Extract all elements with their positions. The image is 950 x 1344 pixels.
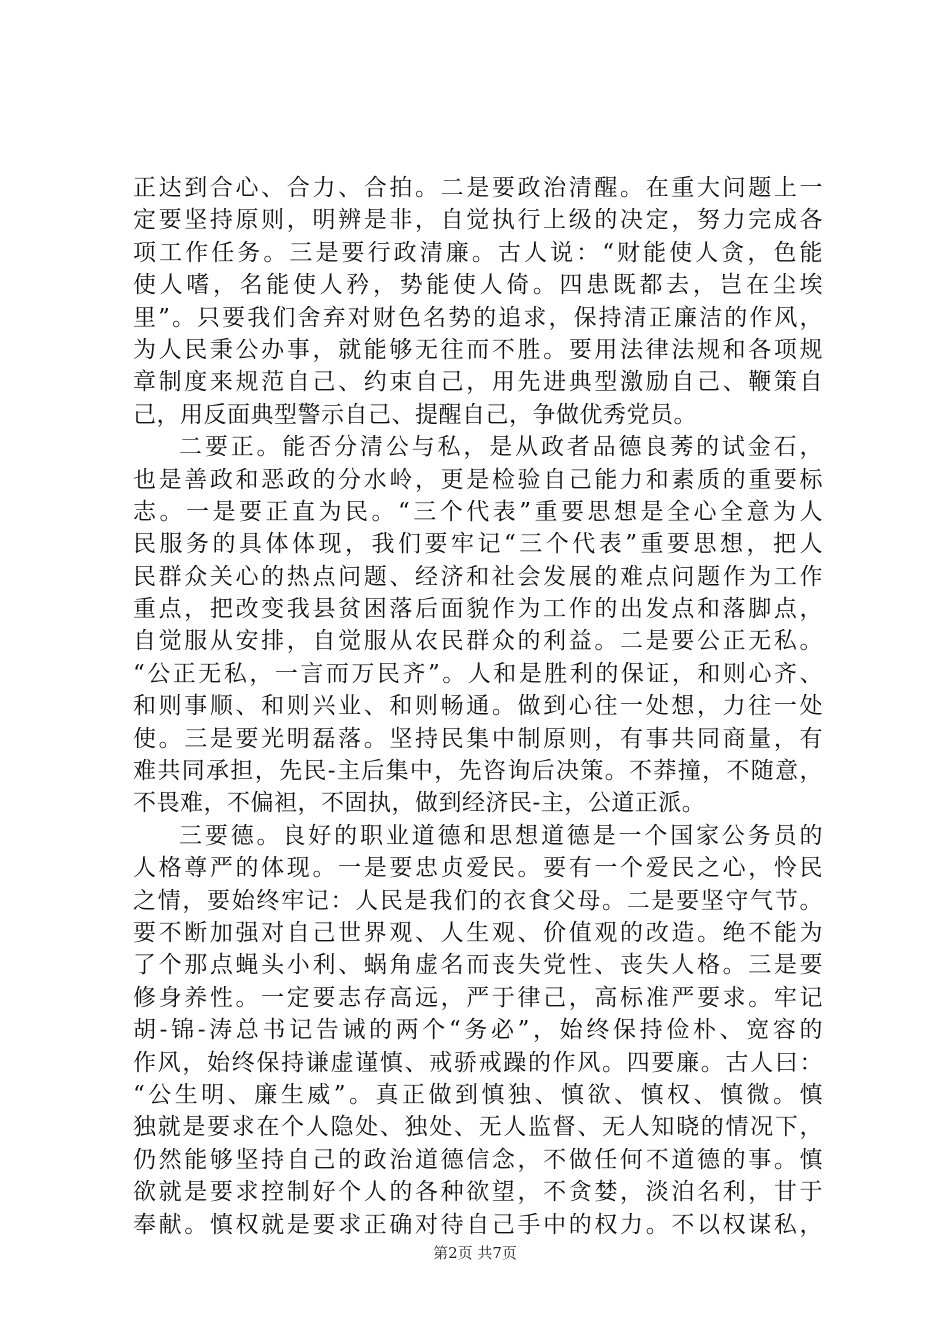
text-line: 人格尊严的体现。一是要忠贞爱民。要有一个爱民之心，怜民	[133, 855, 823, 882]
text-line: 重点，把改变我县贫困落后面貌作为工作的出发点和落脚点，	[133, 596, 823, 623]
text-line: 修身养性。一定要志存高远，严于律己，高标准严要求。牢记	[133, 984, 823, 1011]
text-line: 项工作任务。三是要行政清廉。古人说：“财能使人贪，色能	[133, 239, 823, 266]
document-body	[133, 172, 823, 1241]
text-line: 欲就是要求控制好个人的各种欲望，不贪婪，淡泊名利，甘于	[133, 1179, 823, 1206]
text-line: 自觉服从安排，自觉服从农民群众的利益。二是要公正无私。	[133, 628, 823, 655]
text-line: 民服务的具体体现，我们要牢记“三个代表”重要思想，把人	[133, 531, 823, 558]
text-line: “公生明、廉生威”。真正做到慎独、慎欲、慎权、慎微。慎	[133, 1081, 823, 1108]
text-line: 己，用反面典型警示自己、提醒自己，争做优秀党员。	[133, 401, 697, 428]
text-line: 民群众关心的热点问题、经济和社会发展的难点问题作为工作	[133, 563, 823, 590]
text-line: 不畏难，不偏袒，不固执，做到经济民-主，公道正派。	[133, 790, 706, 817]
text-line: 为人民秉公办事，就能够无往而不胜。要用法律法规和各项规	[133, 336, 823, 363]
text-line: 里”。只要我们舍弃对财色名势的追求，保持清正廉洁的作风，	[133, 304, 823, 331]
text-line: 定要坚持原则，明辨是非，自觉执行上级的决定，努力完成各	[133, 207, 823, 234]
text-line: 独就是要求在个人隐处、独处、无人监督、无人知晓的情况下，	[133, 1114, 823, 1141]
page-footer: 第2页 共7页	[433, 1244, 517, 1262]
text-line: 了个那点蝇头小利、蜗角虚名而丧失党性、丧失人格。三是要	[133, 952, 823, 979]
text-line: 二要正。能否分清公与私，是从政者品德良莠的试金石，	[179, 434, 823, 461]
text-line: 也是善政和恶政的分水岭，更是检验自己能力和素质的重要标	[133, 466, 823, 493]
text-line: 要不断加强对自己世界观、人生观、价值观的改造。绝不能为	[133, 919, 823, 946]
text-line: 三要德。良好的职业道德和思想道德是一个国家公务员的	[179, 822, 823, 849]
text-line: “公正无私，一言而万民齐”。人和是胜利的保证，和则心齐、	[133, 660, 823, 687]
text-line: 难共同承担，先民-主后集中，先咨询后决策。不莽撞，不随意，	[133, 758, 823, 785]
text-line: 奉献。慎权就是要求正确对待自己手中的权力。不以权谋私，	[133, 1211, 823, 1238]
text-line: 和则事顺、和则兴业、和则畅通。做到心往一处想，力往一处	[133, 693, 823, 720]
text-line: 使人嗜，名能使人矜，势能使人倚。四患既都去，岂在尘埃	[133, 272, 823, 299]
text-line: 志。一是要正直为民。“三个代表”重要思想是全心全意为人	[133, 498, 823, 525]
text-line: 正达到合心、合力、合拍。二是要政治清醒。在重大问题上一	[133, 175, 823, 201]
text-line: 之情，要始终牢记：人民是我们的衣食父母。二是要坚守气节。	[133, 887, 823, 914]
text-line: 胡-锦-涛总书记告诫的两个“务必”，始终保持俭朴、宽容的	[133, 1017, 823, 1044]
text-line: 作风，始终保持谦虚谨慎、戒骄戒躁的作风。四要廉。古人曰：	[133, 1049, 823, 1076]
text-line: 仍然能够坚持自己的政治道德信念，不做任何不道德的事。慎	[133, 1146, 823, 1173]
text-line: 使。三是要光明磊落。坚持民集中制原则，有事共同商量，有	[133, 725, 823, 752]
text-line: 章制度来规范自己、约束自己，用先进典型激励自己、鞭策自	[133, 369, 823, 396]
